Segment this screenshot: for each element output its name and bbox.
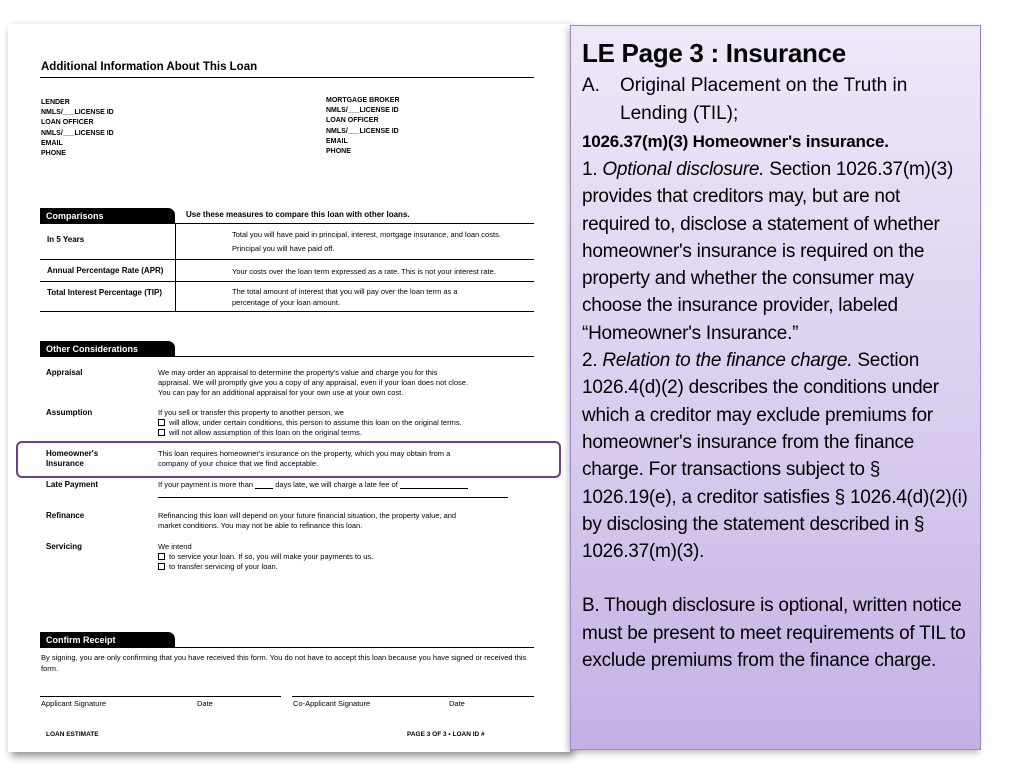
confirm-receipt-rule <box>40 647 534 648</box>
paragraph-text: Section 1026.37(m)(3) provides that creditors may, but are not required to, disclose a statement of whether homeowner's insurance is required on the property and whether the consumer may choose the insurance provider, labeled “Homeowner's Insurance.” <box>582 159 954 344</box>
servicing-option-service[interactable] <box>158 552 528 562</box>
note-list-item-a <box>582 72 970 128</box>
broker-officer-nmls: NMLS/___LICENSE ID <box>326 127 399 135</box>
insurance-note-panel <box>570 25 981 750</box>
other-considerations-rule <box>40 356 534 357</box>
comparison-label: Total Interest Percentage (TIP) <box>47 288 162 297</box>
coapplicant-date-label: Date <box>449 699 465 708</box>
comparison-row-5-years <box>40 223 534 260</box>
lender-officer-nmls: NMLS/___LICENSE ID <box>41 129 114 137</box>
confirm-receipt-tab: Confirm Receipt <box>40 632 175 648</box>
late-days-blank[interactable] <box>255 488 273 489</box>
lender-nmls: NMLS/___LICENSE ID <box>41 109 114 117</box>
late-text-a: If your payment is more than <box>158 480 254 489</box>
broker-loan-officer: LOAN OFFICER <box>326 117 379 125</box>
appraisal-line: We may order an appraisal to determine the property's value and charge you for this <box>158 368 438 377</box>
lender-label: LENDER <box>41 99 70 106</box>
checkbox[interactable] <box>158 429 165 436</box>
assumption-option-allow[interactable] <box>158 418 528 428</box>
footer-loan-estimate: LOAN ESTIMATE <box>46 731 99 738</box>
confirm-text: By signing, you are only confirming that you have received this form. You do not have to accept this loan because you have signed or received this form. <box>41 653 527 673</box>
insurance-highlight-box <box>16 441 561 478</box>
late-fee-line[interactable] <box>158 490 508 498</box>
broker-phone: PHONE <box>326 148 351 156</box>
assumption-option-deny[interactable] <box>158 428 528 438</box>
comparison-text: Your costs over the loan term expressed as a rate. This is not your interest rate. <box>232 267 496 276</box>
form-title: Additional Information About This Loan <box>41 61 258 73</box>
lender-info <box>41 98 114 159</box>
paragraph-text: Section 1026.4(d)(2) describes the conditions under which a creditor may exclude premiums for homeowner's insurance from the finance charge. For transactions subject to § 1026.19(e), a creditor satisfies § 1026.4(d)(2)(i) by disclosing the statement described in § 1026.37(m)(3). <box>582 350 968 563</box>
broker-nmls: NMLS/___LICENSE ID <box>326 107 399 115</box>
applicant-signature-label: Applicant Signature <box>41 699 107 708</box>
comparison-line: The total amount of interest that you will pay over the loan term as a <box>232 287 458 296</box>
comparison-line: percentage of your loan amount. <box>232 298 340 307</box>
late-fee-blank[interactable] <box>400 488 468 489</box>
lender-email: EMAIL <box>41 139 63 147</box>
comparison-line: Total you will have paid in principal, interest, mortgage insurance, and loan costs. <box>232 230 501 239</box>
applicant-date-label: Date <box>197 699 213 708</box>
servicing-option-transfer[interactable] <box>158 562 528 572</box>
comparisons-tab: Comparisons <box>40 208 175 224</box>
coapplicant-signature-label: Co-Applicant Signature <box>293 699 371 708</box>
option-label: to service your loan. If so, you will make your payments to us. <box>169 552 374 561</box>
paragraph-heading: Optional disclosure. <box>602 159 765 180</box>
appraisal-text <box>158 368 528 398</box>
other-considerations-tab: Other Considerations <box>40 341 175 357</box>
checkbox[interactable] <box>158 563 165 570</box>
title-rule <box>40 77 534 78</box>
comparison-row-apr <box>40 260 534 282</box>
list-marker: A. <box>582 75 600 96</box>
column-divider <box>175 282 176 311</box>
comparisons-note: Use these measures to compare this loan with other loans. <box>186 210 410 219</box>
checkbox[interactable] <box>158 419 165 426</box>
appraisal-label: Appraisal <box>46 368 83 377</box>
appraisal-line: appraisal. We will promptly give you a copy of any appraisal, even if your loan does not close. <box>158 378 469 387</box>
applicant-signature-line[interactable] <box>40 696 281 697</box>
insurance-line: company of your choice that we find acceptable. <box>158 459 319 468</box>
paragraph-number: 1. <box>582 159 603 180</box>
servicing-label: Servicing <box>46 542 83 551</box>
note-paragraph-1 <box>582 156 970 347</box>
insurance-label-line: Insurance <box>46 459 84 468</box>
late-payment-label: Late Payment <box>46 480 99 489</box>
column-divider <box>175 260 176 281</box>
comparison-label: In 5 Years <box>47 235 85 244</box>
note-subheading: 1026.37(m)(3) Homeowner's insurance. <box>582 132 889 151</box>
refinance-line: Refinancing this loan will depend on your future financial situation, the property value, and <box>158 511 457 520</box>
assumption-label: Assumption <box>46 408 93 417</box>
insurance-line: This loan requires homeowner's insurance on the property, which you may obtain from a <box>158 449 451 458</box>
paragraph-heading: Relation to the finance charge. <box>602 350 853 372</box>
note-title: LE Page 3 : Insurance <box>582 38 846 68</box>
column-divider <box>175 223 176 259</box>
footer-page-number: PAGE 3 OF 3 • LOAN ID # <box>407 731 485 738</box>
broker-info <box>326 96 400 157</box>
checkbox[interactable] <box>158 553 165 560</box>
lender-phone: PHONE <box>41 150 66 158</box>
late-payment-text <box>158 480 528 498</box>
paragraph-gap <box>582 565 970 592</box>
comparison-text <box>232 286 532 308</box>
comparison-text <box>232 229 532 254</box>
note-paragraph-3: B. Though disclosure is optional, written notice must be present to meet requirements of TIL to exclude premiums from the finance charge. <box>582 595 966 672</box>
option-label: will allow, under certain conditions, this person to assume this loan on the original terms. <box>169 418 462 427</box>
appraisal-line: You can pay for an additional appraisal for your own use at your own cost. <box>158 388 404 397</box>
broker-label: MORTGAGE BROKER <box>326 97 400 104</box>
paragraph-number: 2. <box>582 350 603 372</box>
lender-loan-officer: LOAN OFFICER <box>41 119 94 127</box>
refinance-line: market conditions. You may not be able to refinance this loan. <box>158 521 363 530</box>
servicing-text <box>158 542 528 572</box>
note-paragraph-2 <box>582 347 970 565</box>
comparison-row-tip <box>40 282 534 312</box>
assumption-text <box>158 408 528 438</box>
comparison-label: Annual Percentage Rate (APR) <box>47 266 164 275</box>
refinance-text <box>158 511 528 531</box>
assumption-intro: If you sell or transfer this property to another person, we <box>158 408 344 417</box>
refinance-label: Refinance <box>46 511 85 520</box>
option-label: to transfer servicing of your loan. <box>169 562 278 571</box>
broker-email: EMAIL <box>326 137 348 145</box>
coapplicant-signature-line[interactable] <box>292 696 534 697</box>
comparison-line: Principal you will have paid off. <box>232 244 335 253</box>
list-text: Original Placement on the Truth in Lending (TIL); <box>620 75 908 124</box>
insurance-label-line: Homeowner's <box>46 449 99 458</box>
option-label: will not allow assumption of this loan on the original terms. <box>169 428 363 437</box>
loan-estimate-page <box>8 24 570 752</box>
late-text-b: days late, we will charge a late fee of <box>275 480 398 489</box>
servicing-intro: We intend <box>158 542 192 551</box>
